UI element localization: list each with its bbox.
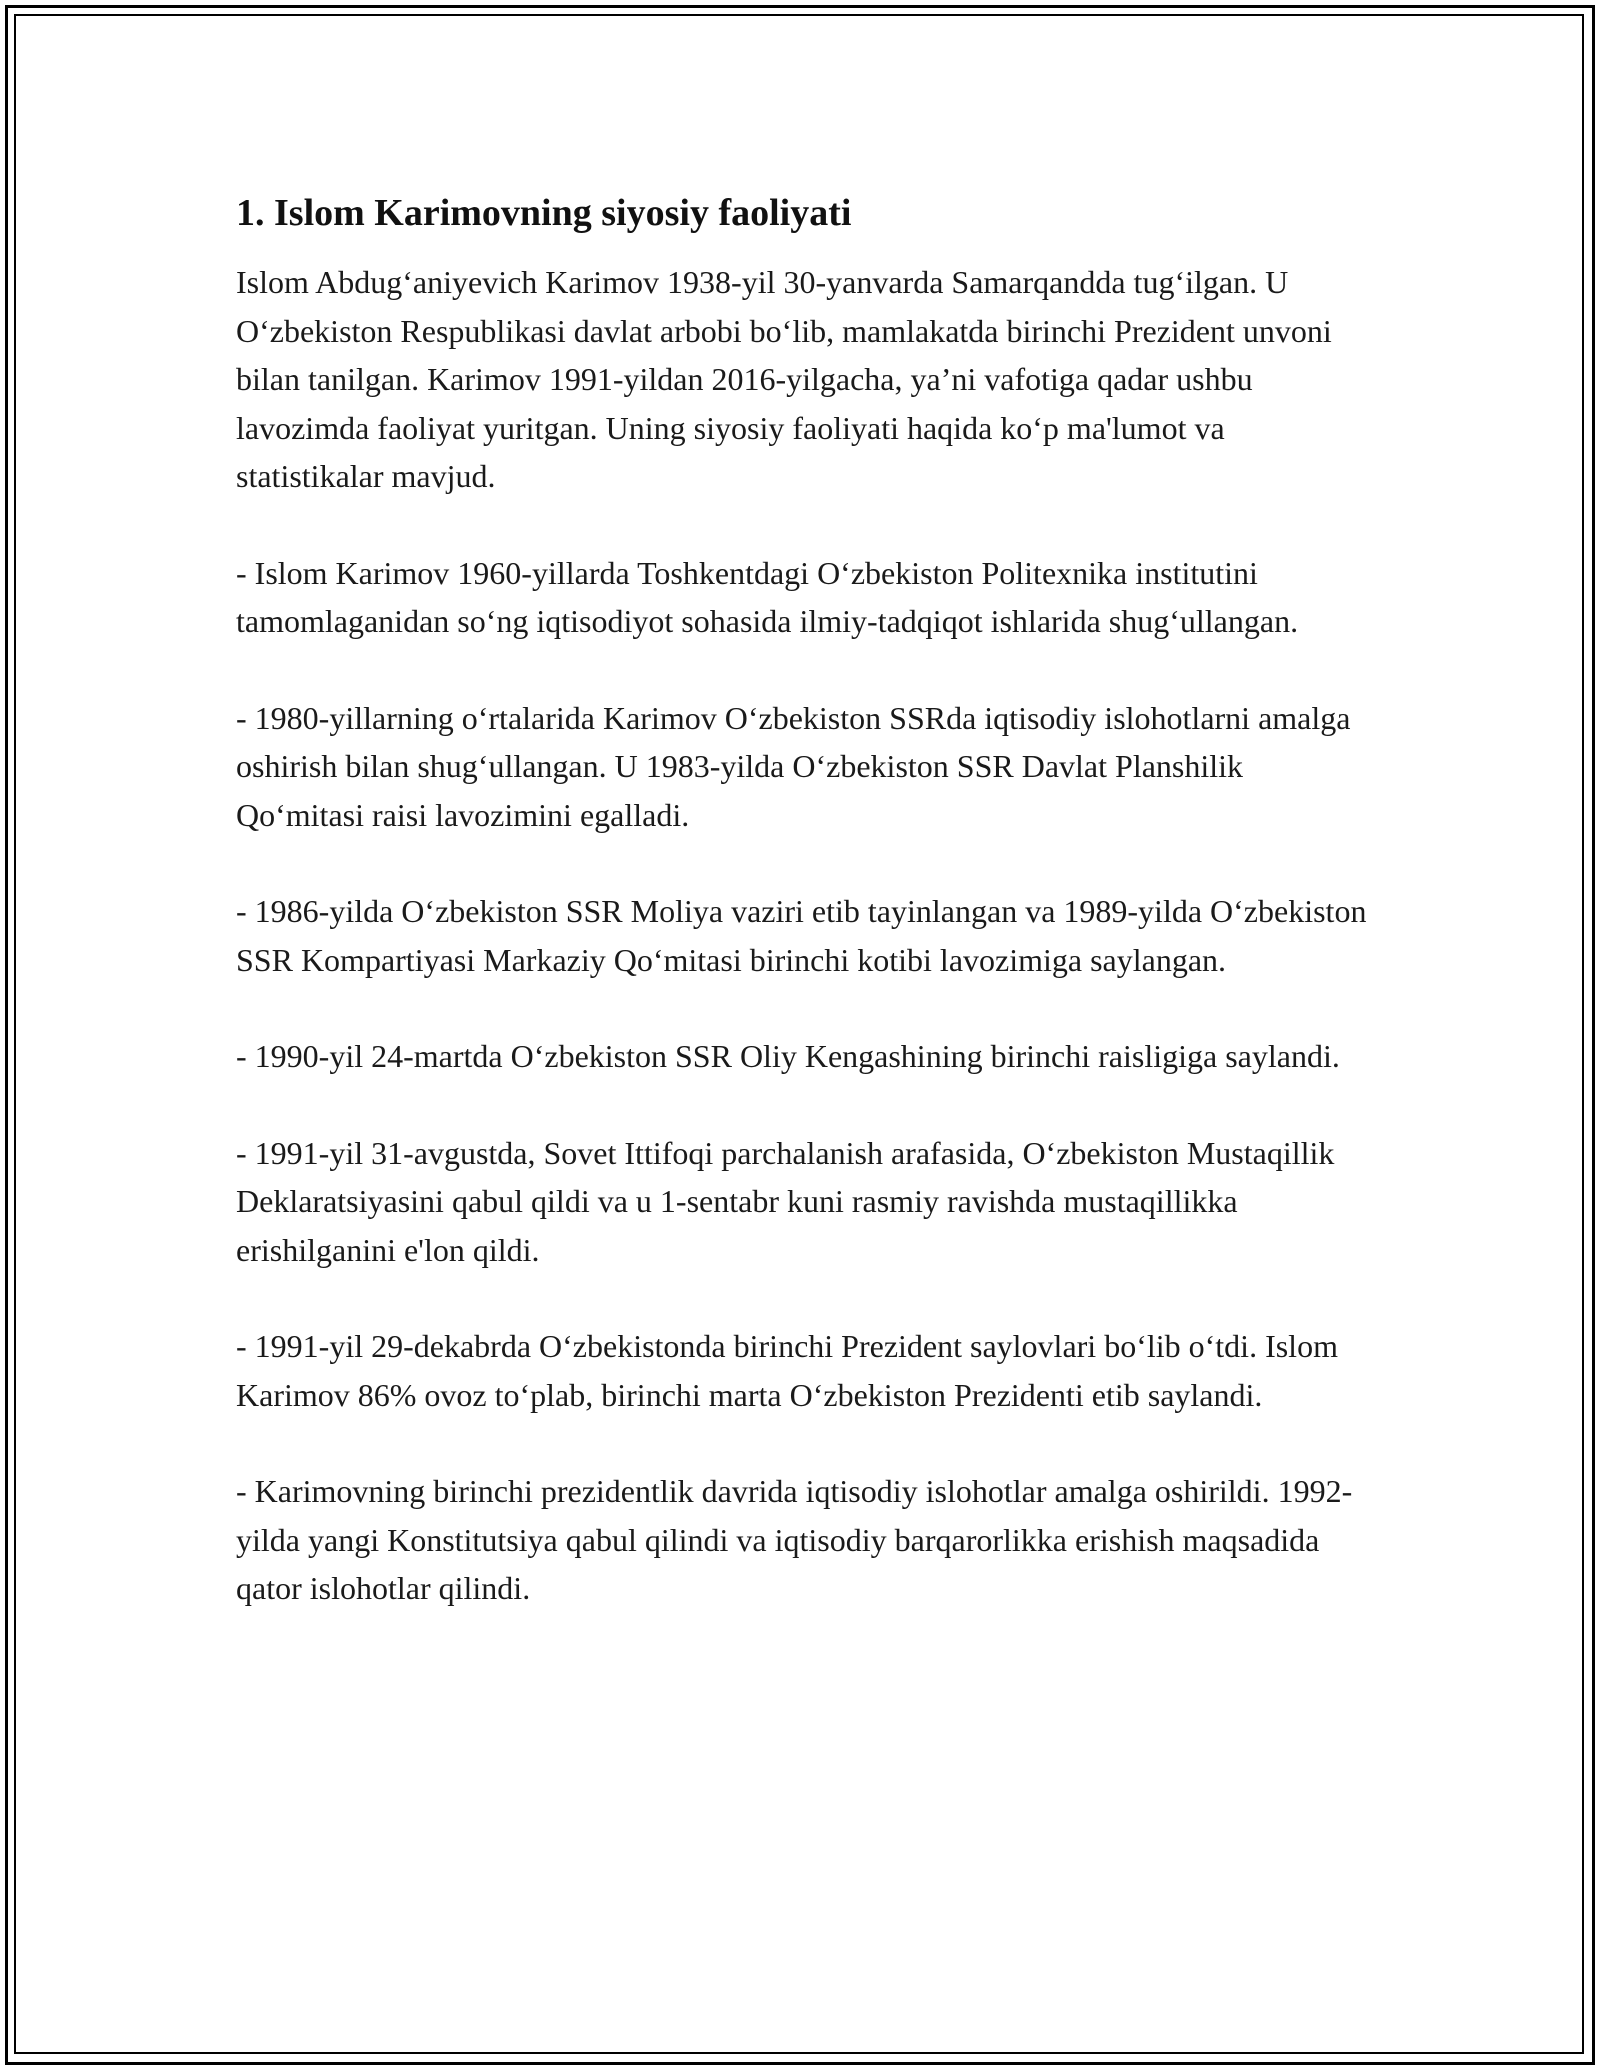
bullet-paragraph: - 1990-yil 24-martda Oʻzbekiston SSR Oliy Kengashining birinchi raisligiga saylandi. <box>236 1038 1340 1074</box>
bullet-paragraph: - 1991-yil 31-avgustda, Sovet Ittifoqi parchalanish arafasida, Oʻzbekiston Mustaqillik Deklaratsiyasini qabul qildi va u 1-sentabr kuni rasmiy ravishda mustaqillikka erishilganini e'lon qildi. <box>236 1134 1335 1268</box>
bullet-paragraph: - Karimovning birinchi prezidentlik davrida iqtisodiy islohotlar amalga oshirildi. 1992-yilda yangi Konstitutsiya qabul qilindi va iqtisodiy barqarorlikka erishish maqsadida qator islohotlar qilindi. <box>236 1473 1353 1606</box>
bullet-paragraph: - 1980-yillarning oʻrtalarida Karimov Oʻzbekiston SSRda iqtisodiy islohotlarni amalga oshirish bilan shugʻullangan. U 1983-yilda Oʻzbekiston SSR Davlat Planshilik Qoʻmitasi raisi lavozimini egalladi. <box>236 699 1351 833</box>
document-body <box>236 188 1376 1661</box>
intro-paragraph: Islom Abdugʻaniyevich Karimov 1938-yil 30-yanvarda Samarqandda tugʻilgan. U Oʻzbekiston Respublikasi davlat arbobi boʻlib, mamlakatda birinchi Prezident unvoni bilan tanilgan. Karimov 1991-yildan 2016-yilgacha, ya’ni vafotiga qadar ushbu lavozimda faoliyat yuritgan. Uning siyosiy faoliyati haqida koʻp ma'lumot va statistikalar mavjud. <box>236 264 1332 494</box>
section-heading: 1. Islom Karimovning siyosiy faoliyati <box>236 192 852 234</box>
bullet-paragraph: - 1986-yilda Oʻzbekiston SSR Moliya vaziri etib tayinlangan va 1989-yilda Oʻzbekiston SSR Kompartiyasi Markaziy Qoʻmitasi birinchi kotibi lavozimiga saylangan. <box>236 893 1367 978</box>
bullet-paragraph: - 1991-yil 29-dekabrda Oʻzbekistonda birinchi Prezident saylovlari boʻlib oʻtdi. Islom Karimov 86% ovoz toʻplab, birinchi marta Oʻzbekiston Prezidenti etib saylandi. <box>236 1328 1338 1413</box>
bullet-paragraph: - Islom Karimov 1960-yillarda Toshkentdagi Oʻzbekiston Politexnika institutini tamomlaganidan soʻng iqtisodiyot sohasida ilmiy-tadqiqot ishlarida shugʻullangan. <box>236 554 1299 639</box>
